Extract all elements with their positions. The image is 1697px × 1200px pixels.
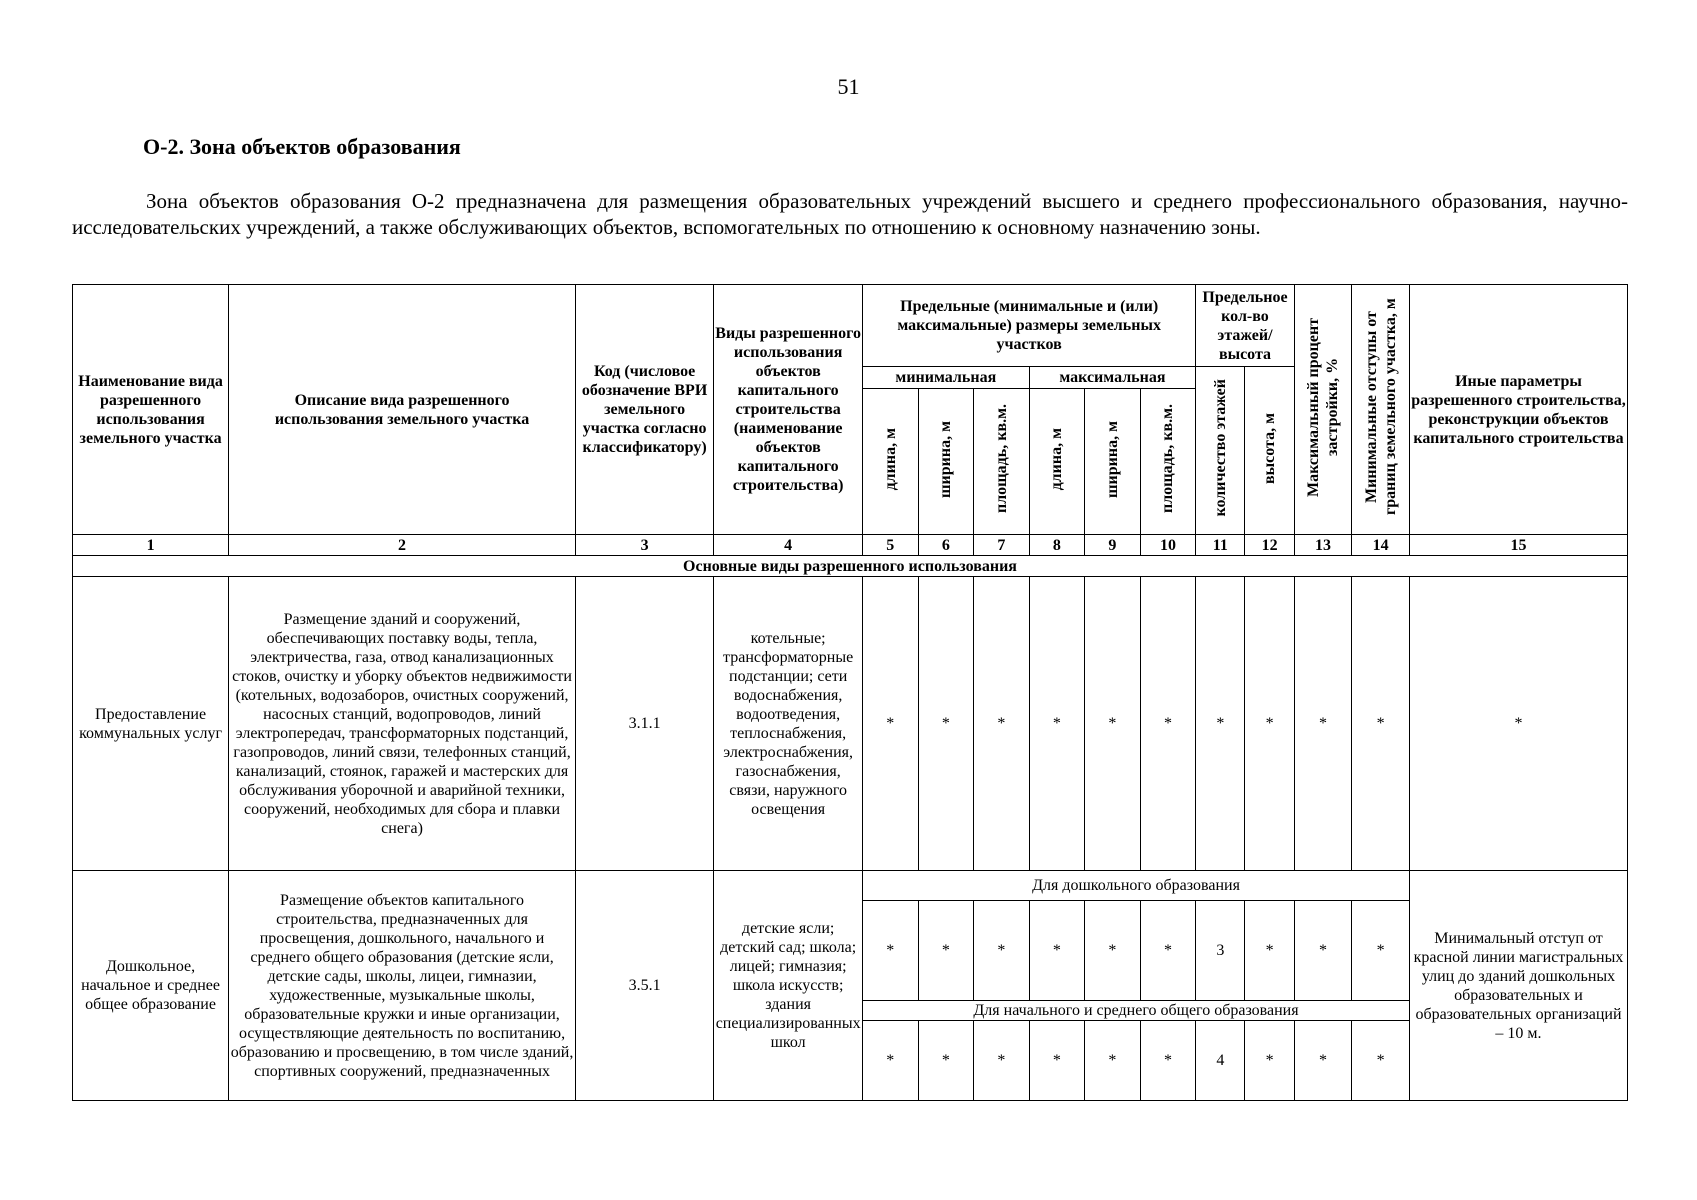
value-cell: * (1294, 577, 1352, 871)
height-label: высота, м (1261, 412, 1279, 484)
value-cell: * (1029, 1021, 1085, 1101)
row-name: Дошкольное, начальное и среднее общее образование (73, 871, 229, 1101)
zone-title: О-2. Зона объектов образования (143, 134, 461, 159)
value-cell: * (863, 901, 919, 1001)
setbacks-label: Минимальные отступы от границ земельного участка, м (1362, 298, 1399, 516)
col-number: 8 (1029, 535, 1085, 556)
value-cell: * (1245, 577, 1294, 871)
header-other: Иные параметры разрешенного строительства, реконструкции объектов капитального строительства (1409, 285, 1627, 535)
value-cell: * (1352, 577, 1410, 871)
value-cell: * (1294, 1021, 1352, 1101)
value-cell: 3 (1196, 901, 1245, 1001)
header-col2: Описание вида разрешенного использования земельного участка (229, 285, 576, 535)
header-col3: Код (числовое обозначение ВРИ земельного участка согласно классификатору) (575, 285, 713, 535)
row-other: Минимальный отступ от красной линии магистральных улиц до зданий дошкольных образовательных и образовательных организаций – 10 м. (1409, 871, 1627, 1101)
header-min-length: длина, м (863, 389, 919, 535)
row-objects: котельные; трансформаторные подстанции; сети водоснабжения, водоотведения, теплоснабжения, электроснабжения, газоснабжения, связи, наружного освещения (714, 577, 863, 871)
section-row (73, 556, 1628, 577)
col-number: 4 (714, 535, 863, 556)
header-limits: Предельные (минимальные и (или) максимальные) размеры земельных участков (863, 285, 1196, 367)
zoning-table (72, 284, 1628, 1101)
subheading-general: Для начального и среднего общего образования (863, 1001, 1410, 1021)
col-number: 7 (974, 535, 1030, 556)
value-cell: * (863, 1021, 919, 1101)
value-cell: * (1029, 577, 1085, 871)
value-cell: * (918, 901, 974, 1001)
value-cell: * (1029, 901, 1085, 1001)
header-max: максимальная (1029, 367, 1196, 389)
row-description: Размещение объектов капитального строительства, предназначенных для просвещения, дошкольного, начального и среднего общего образования (детские ясли, детские сады, школы, лицеи, гимназии, художественные, музыкальные школы, образовательные кружки и иные организации, осуществляющие деятельность по воспитанию, образованию и просвещению, в том числе зданий, спортивных сооружений, предназначенных (229, 871, 576, 1101)
col-number: 12 (1245, 535, 1294, 556)
row-other: * (1409, 577, 1627, 871)
floors-label: количество этажей (1211, 379, 1229, 517)
value-cell: * (1294, 901, 1352, 1001)
header-max-length: длина, м (1029, 389, 1085, 535)
header-max-width: ширина, м (1085, 389, 1141, 535)
value-cell: * (1085, 1021, 1141, 1101)
col-number: 2 (229, 535, 576, 556)
header-floors (1196, 367, 1245, 535)
value-cell: 4 (1196, 1021, 1245, 1101)
value-cell: * (974, 901, 1030, 1001)
value-cell: * (918, 577, 974, 871)
row-name: Предоставление коммунальных услуг (73, 577, 229, 871)
header-min-width: ширина, м (918, 389, 974, 535)
value-cell: * (1140, 577, 1196, 871)
col-number: 10 (1140, 535, 1196, 556)
col-number: 6 (918, 535, 974, 556)
col-number: 15 (1409, 535, 1627, 556)
value-cell: * (1245, 1021, 1294, 1101)
header-floors-group: Предельное кол-во этажей/ высота (1196, 285, 1294, 367)
row-description: Размещение зданий и сооружений, обеспечивающих поставку воды, тепла, электричества, газа, отвод канализационных стоков, очистку и уборку объектов недвижимости (котельных, водозаборов, очистных сооружений, насосных станций, водопроводов, линий электропередач, трансформаторных подстанций, газопроводов, линий связи, телефонных станций, канализаций, стоянок, гаражей и мастерских для обслуживания уборочной и аварийной техники, сооружений, необходимых для сбора и плавки снега) (229, 577, 576, 871)
header-row-1 (73, 285, 1628, 367)
table-row (73, 577, 1628, 871)
section-main-label: Основные виды разрешенного использования (73, 556, 1628, 577)
value-cell: * (1140, 901, 1196, 1001)
header-col1: Наименование вида разрешенного использования земельного участка (73, 285, 229, 535)
subheading-preschool: Для дошкольного образования (863, 871, 1410, 901)
value-cell: * (1140, 1021, 1196, 1101)
header-build-pct (1294, 285, 1352, 535)
row-code: 3.1.1 (575, 577, 713, 871)
header-max-area: площадь, кв.м. (1140, 389, 1196, 535)
table-row (73, 871, 1628, 901)
row-objects: детские ясли; детский сад; школа; лицей; гимназия; школа искусств; здания специализированных школ (714, 871, 863, 1101)
page-number: 51 (837, 74, 860, 99)
intro-paragraph: Зона объектов образования О-2 предназначена для размещения образовательных учреждений высшего и среднего профессионального образования, научно-исследовательских учреждений, а также обслуживающих объектов, вспомогательных по отношению к основному назначению зоны. (72, 189, 1628, 239)
value-cell: * (918, 1021, 974, 1101)
col-number: 3 (575, 535, 713, 556)
header-height (1245, 367, 1294, 535)
col-number: 1 (73, 535, 229, 556)
header-min-area: площадь, кв.м. (974, 389, 1030, 535)
value-cell: * (974, 577, 1030, 871)
column-number-row (73, 535, 1628, 556)
row-code: 3.5.1 (575, 871, 713, 1101)
value-cell: * (1085, 577, 1141, 871)
value-cell: * (1352, 1021, 1410, 1101)
col-number: 9 (1085, 535, 1141, 556)
build-pct-label: Максимальный процент застройки, % (1305, 317, 1342, 497)
value-cell: * (863, 577, 919, 871)
header-col4: Виды разрешенного использования объектов капитального строительства (наименование объектов капитального строительства) (714, 285, 863, 535)
header-setbacks (1352, 285, 1410, 535)
value-cell: * (1196, 577, 1245, 871)
col-number: 5 (863, 535, 919, 556)
value-cell: * (974, 1021, 1030, 1101)
value-cell: * (1085, 901, 1141, 1001)
value-cell: * (1352, 901, 1410, 1001)
col-number: 11 (1196, 535, 1245, 556)
col-number: 13 (1294, 535, 1352, 556)
header-min: минимальная (863, 367, 1030, 389)
col-number: 14 (1352, 535, 1410, 556)
value-cell: * (1245, 901, 1294, 1001)
